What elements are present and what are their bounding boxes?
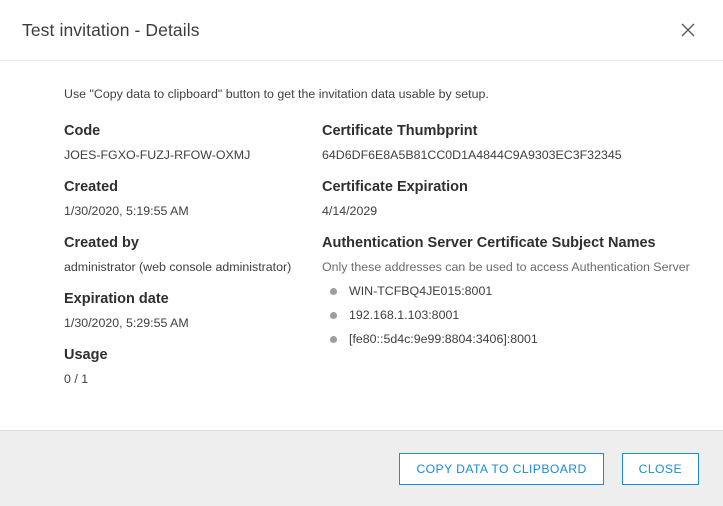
field-label: Code <box>64 123 101 139</box>
field-value: 4/14/2029 <box>322 204 378 218</box>
field-value: 1/30/2020, 5:29:55 AM <box>64 316 189 330</box>
details-right-column <box>322 123 703 403</box>
close-button[interactable]: CLOSE <box>622 453 699 485</box>
field-label: Certificate Expiration <box>322 179 468 195</box>
bullet-icon <box>330 336 337 343</box>
field-label: Created <box>64 179 118 195</box>
field-label: Usage <box>64 347 108 363</box>
dialog-header <box>0 0 723 61</box>
list-item <box>322 284 703 298</box>
details-columns <box>0 123 723 403</box>
field-value: 1/30/2020, 5:19:55 AM <box>64 204 189 218</box>
field-expiration-date <box>64 291 322 330</box>
list-item-label: [fe80::5d4c:9e99:8804:3406]:8001 <box>349 332 538 346</box>
close-icon[interactable] <box>671 13 705 47</box>
page-title: Test invitation - Details <box>22 19 200 40</box>
subject-names-note: Only these addresses can be used to access Authentication Server <box>322 260 690 274</box>
bullet-icon <box>330 312 337 319</box>
details-left-column <box>64 123 322 403</box>
field-label: Expiration date <box>64 291 169 307</box>
field-value: 0 / 1 <box>64 372 89 386</box>
field-created-by <box>64 235 322 274</box>
field-created <box>64 179 322 218</box>
field-value: JOES-FGXO-FUZJ-RFOW-OXMJ <box>64 148 251 162</box>
list-item <box>322 308 703 322</box>
dialog-footer <box>0 430 723 506</box>
intro-text: Use "Copy data to clipboard" button to get the invitation data usable by setup. <box>64 87 489 101</box>
field-label: Created by <box>64 235 139 251</box>
field-code <box>64 123 322 162</box>
subject-names-list <box>322 284 703 346</box>
dialog-body <box>0 61 723 430</box>
field-certificate-expiration <box>322 179 703 218</box>
bullet-icon <box>330 288 337 295</box>
field-value: administrator (web console administrator) <box>64 260 292 274</box>
field-label: Authentication Server Certificate Subject Names <box>322 235 656 251</box>
list-item <box>322 332 703 346</box>
field-label: Certificate Thumbprint <box>322 123 478 139</box>
field-subject-names <box>322 235 703 346</box>
copy-data-to-clipboard-button[interactable]: COPY DATA TO CLIPBOARD <box>399 453 603 485</box>
list-item-label: 192.168.1.103:8001 <box>349 308 460 322</box>
field-certificate-thumbprint <box>322 123 703 162</box>
list-item-label: WIN-TCFBQ4JE015:8001 <box>349 284 493 298</box>
field-usage <box>64 347 322 386</box>
field-value: 64D6DF6E8A5B81CC0D1A4844C9A9303EC3F32345 <box>322 148 622 162</box>
